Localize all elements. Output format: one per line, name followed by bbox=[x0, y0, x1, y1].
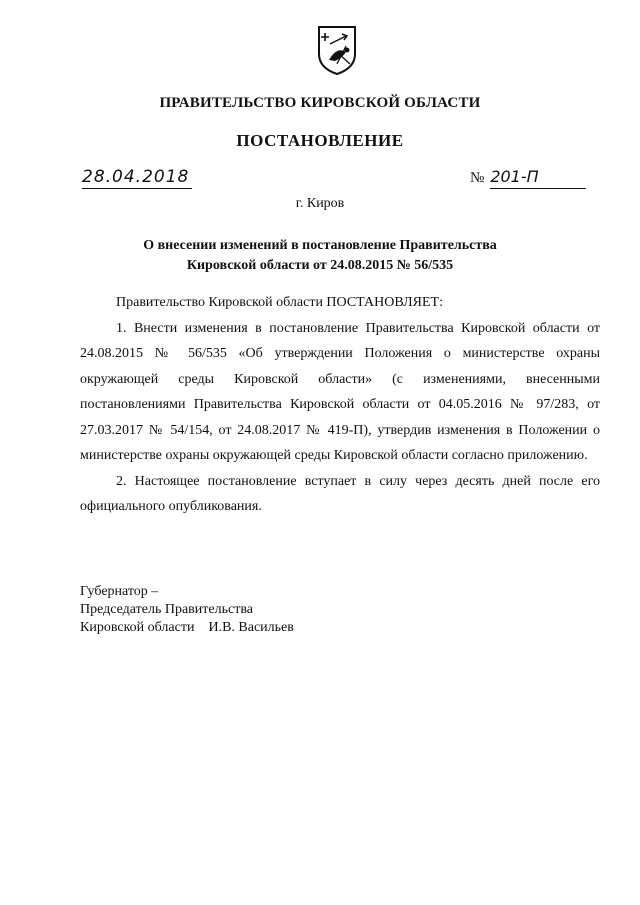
item-2-paragraph: 2. Настоящее постановление вступает в силу через десять дней после его официального опубликования. bbox=[80, 473, 600, 514]
signatory-name: И.В. Васильев bbox=[208, 620, 294, 635]
city-line: г. Киров bbox=[295, 196, 345, 211]
number-sign: № bbox=[470, 170, 485, 186]
handwritten-date: 28.04.2018 bbox=[82, 166, 192, 189]
signature-line-2: Председатель Правительства bbox=[80, 602, 253, 617]
organization-title: ПРАВИТЕЛЬСТВО КИРОВСКОЙ ОБЛАСТИ bbox=[159, 95, 481, 111]
preamble-paragraph: Правительство Кировской области ПОСТАНОВЛЯЕТ: bbox=[116, 295, 443, 310]
kirov-coat-of-arms-icon bbox=[316, 24, 358, 76]
document-type-title: ПОСТАНОВЛЕНИЕ bbox=[236, 131, 404, 150]
signature-line-1: Губернатор – bbox=[80, 584, 159, 599]
item-1-paragraph: 1. Внести изменения в постановление Правительства Кировской области от 24.08.2015 № 56/535 «Об утверждении Положения о министерстве охраны окружающей среды Кировской области» (с изменениями, внесенными постановлениями Правительства Кировской области от 04.05.2016 № 97/283, от 27.03.2017 № 54/154, от 24.08.2017 № 419-П), утвердив изменения в Положении о министерстве охраны окружающей среды Кировской области согласно приложению. bbox=[80, 320, 600, 463]
handwritten-number: 201-П bbox=[490, 166, 586, 189]
document-subject bbox=[80, 236, 560, 276]
signature-region: Кировской области bbox=[80, 620, 195, 635]
document-number bbox=[470, 166, 586, 188]
subject-line-1: О внесении изменений в постановление Правительства bbox=[143, 238, 497, 253]
signature-block bbox=[80, 583, 480, 637]
signature-line-3 bbox=[80, 619, 480, 637]
document-body bbox=[80, 290, 600, 520]
subject-line-2: Кировской области от 24.08.2015 № 56/535 bbox=[186, 258, 454, 273]
